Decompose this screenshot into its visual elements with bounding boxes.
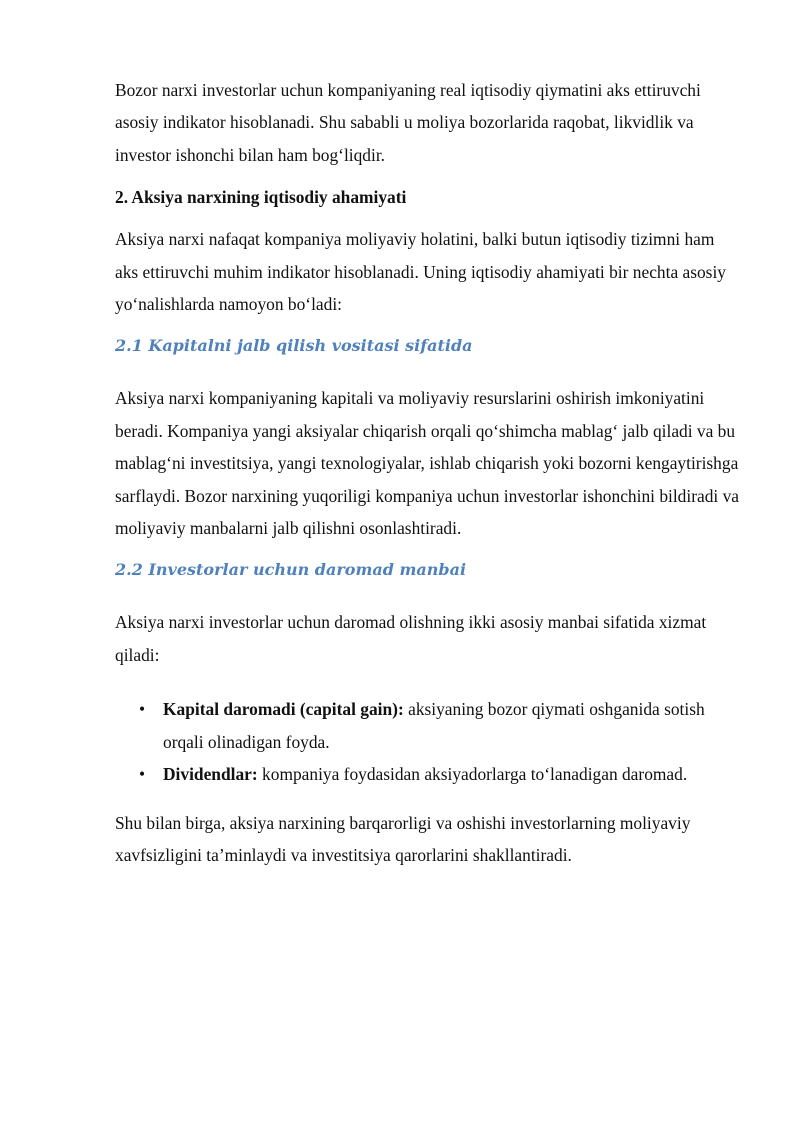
list-item-text: kompaniya foydasidan aksiyadorlarga to‘lanadigan daromad. (257, 764, 688, 785)
bullet-marker: • (139, 764, 146, 785)
section-2-2-paragraph: Aksiya narxi investorlar uchun daromad olishning ikki asosiy manbai sifatida xizmat qiladi: (115, 612, 707, 665)
bullet-marker: • (139, 699, 146, 720)
closing-paragraph: Shu bilan birga, aksiya narxining barqarorligi va oshishi investorlarning moliyaviy xavfsizligini ta’minlaydi va investitsiya qarorlarini shakllantiradi. (115, 812, 691, 865)
intro-paragraph: Bozor narxi investorlar uchun kompaniyaning real iqtisodiy qiymatini aks ettiruvchi asosiy indikator hisoblanadi. Shu sababli u moliya bozorlarida raqobat, likvidlik va investor ishonchi bilan ham bog‘liqdir. (115, 80, 701, 165)
list-item (115, 693, 740, 758)
list-item-term: Kapital daromadi (capital gain): (163, 699, 404, 720)
section-2-1-paragraph: Aksiya narxi kompaniyaning kapitali va moliyaviy resurslarini oshirish imkoniyatini beradi. Kompaniya yangi aksiyalar chiqarish orqali qo‘shimcha mablag‘ jalb qiladi va bu mablag‘ni investitsiya, yangi texnologiyalar, ishlab chiqarish yoki bozorni kengaytirishga sarflaydi. Bozor narxining yuqoriligi kompaniya uchun investorlar ishonchini bildiradi va moliyaviy manbalarni jalb qilishni osonlashtiradi. (115, 388, 739, 539)
income-sources-list (115, 693, 740, 790)
section-2-heading: 2. Aksiya narxining iqtisodiy ahamiyati (115, 187, 407, 208)
document-page (115, 74, 740, 871)
list-item (115, 758, 740, 790)
section-2-paragraph: Aksiya narxi nafaqat kompaniya moliyaviy holatini, balki butun iqtisodiy tizimni ham aks ettiruvchi muhim indikator hisoblanadi. Uning iqtisodiy ahamiyati bir nechta asosiy yo‘nalishlarda namoyon bo‘ladi: (115, 229, 726, 315)
section-2-1-heading: 2.1 Kapitalni jalb qilish vositasi sifatida (115, 336, 473, 356)
list-item-term: Dividendlar: (163, 764, 258, 785)
section-2-2-heading: 2.2 Investorlar uchun daromad manbai (115, 560, 467, 580)
list-item-text: aksiyaning bozor qiymati oshganida sotish orqali olinadigan foyda. (163, 699, 705, 752)
